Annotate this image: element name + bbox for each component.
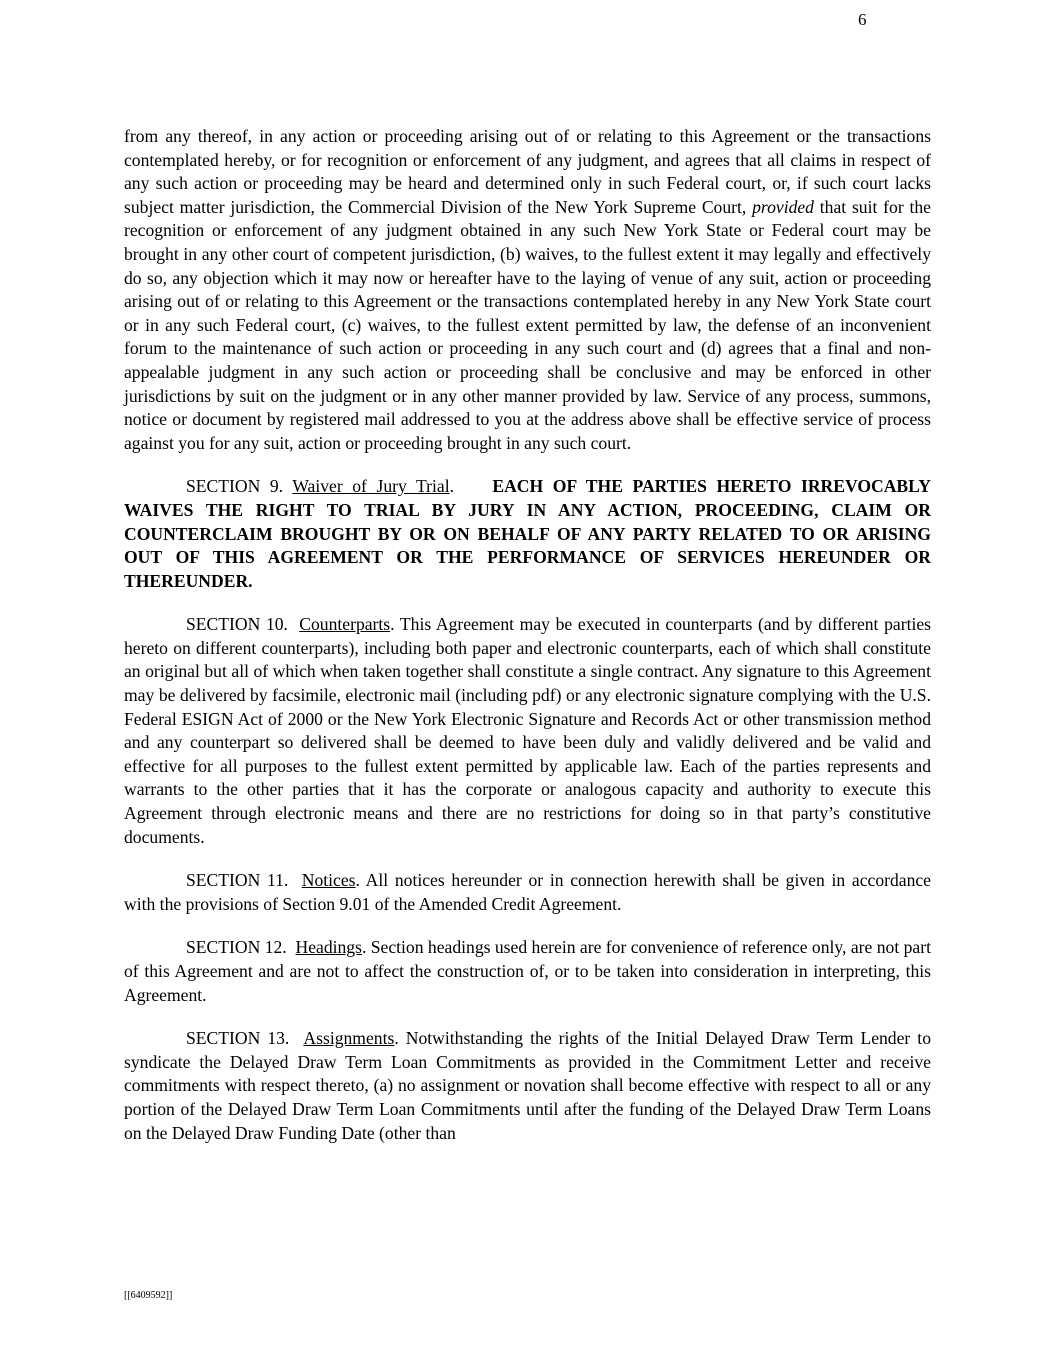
- section-number: SECTION 10.: [186, 614, 288, 635]
- section-heading-period: .: [449, 476, 455, 497]
- section-11: [124, 869, 931, 916]
- page-number: 6: [858, 10, 867, 29]
- section-body: . Section headings used herein are for convenience of reference only, are not part of this Agreement and are not to affect the construction of, or to be taken into consideration in interpreting, this Agreement.: [124, 937, 931, 1005]
- paragraph-text: that suit for the recognition or enforcement of any judgment obtained in any such New York State or Federal court may be brought in any other court of competent jurisdiction, (b) waives, to the fullest extent it may legally and effectively do so, any objection which it may now or hereafter have to the laying of venue of any suit, action or proceeding arising out of or relating to this Agreement or the transactions contemplated hereby in any New York State court or in any such Federal court, (c) waives, to the fullest extent permitted by law, the defense of an inconvenient forum to the maintenance of such action or proceeding in any such court and (d) agrees that a final and non-appealable judgment in any such action or proceeding shall be conclusive and may be enforced in other jurisdictions by suit on the judgment or in any other manner provided by law. Service of any process, summons, notice or document by registered mail addressed to you at the address above shall be effective service of process against you for any suit, action or proceeding brought in any such court.: [124, 196, 931, 453]
- section-9: [124, 475, 931, 593]
- section-heading: Assignments: [303, 1028, 395, 1049]
- section-number: SECTION 12.: [186, 937, 287, 958]
- section-body-bold: EACH OF THE PARTIES HERETO IRREVOCABLY WAIVES THE RIGHT TO TRIAL BY JURY IN ANY ACTION, PROCEEDING, CLAIM OR COUNTERCLAIM BROUGHT BY OR ON BEHALF OF ANY PARTY RELATED TO OR ARISING OUT OF THIS AGREEMENT OR THE PERFORMANCE OF SERVICES HEREUNDER OR THEREUNDER.: [124, 476, 931, 591]
- italic-term: provided: [752, 196, 814, 217]
- section-number: SECTION 11.: [186, 870, 289, 891]
- section-body: . All notices hereunder or in connection herewith shall be given in accordance with the provisions of Section 9.01 of the Amended Credit Agreement.: [124, 870, 931, 914]
- section-body: . Notwithstanding the rights of the Initial Delayed Draw Term Lender to syndicate the Delayed Draw Term Loan Commitments as provided in the Commitment Letter and receive commitments with respect thereto, (a) no assignment or novation shall become effective with respect to all or any portion of the Delayed Draw Term Loan Commitments until after the funding of the Delayed Draw Term Loans on the Delayed Draw Funding Date (other than: [124, 1028, 931, 1143]
- section-heading: Notices: [301, 870, 356, 891]
- section-12: [124, 936, 931, 1007]
- document-body: [124, 125, 931, 1165]
- section-body: . This Agreement may be executed in counterparts (and by different parties hereto on different counterparts), including both paper and electronic counterparts, each of which shall constitute an original but all of which when taken together shall constitute a single contract. Any signature to this Agreement may be delivered by facsimile, electronic mail (including pdf) or any electronic signature complying with the U.S. Federal ESIGN Act of 2000 or the New York Electronic Signature and Records Act or other transmission method and any counterpart so delivered shall be deemed to have been duly and validly delivered and be valid and effective for all purposes to the fullest extent permitted by applicable law. Each of the parties represents and warrants to the other parties that it has the corporate or analogous capacity and authority to execute this Agreement through electronic means and there are no restrictions for doing so in that party’s constitutive documents.: [124, 614, 931, 847]
- section-number: SECTION 9.: [186, 476, 284, 497]
- paragraph-text: from any thereof, in any action or proceeding arising out of or relating to this Agreement or the transactions contemplated hereby, or for recognition or enforcement of any judgment, and agrees that all claims in respect of any such action or proceeding may be heard and determined only in such Federal court, or, if such court lacks subject matter jurisdiction, the Commercial Division of the New York Supreme Court,: [124, 126, 931, 217]
- section-heading: Counterparts: [299, 614, 391, 635]
- section-10: [124, 613, 931, 849]
- section-13: [124, 1027, 931, 1145]
- section-heading: Headings: [295, 937, 362, 958]
- paragraph-jurisdiction-continued: [124, 125, 931, 455]
- section-heading: Waiver of Jury Trial: [292, 476, 450, 497]
- document-footer-id: [[6409592]]: [124, 1290, 173, 1301]
- section-number: SECTION 13.: [186, 1028, 290, 1049]
